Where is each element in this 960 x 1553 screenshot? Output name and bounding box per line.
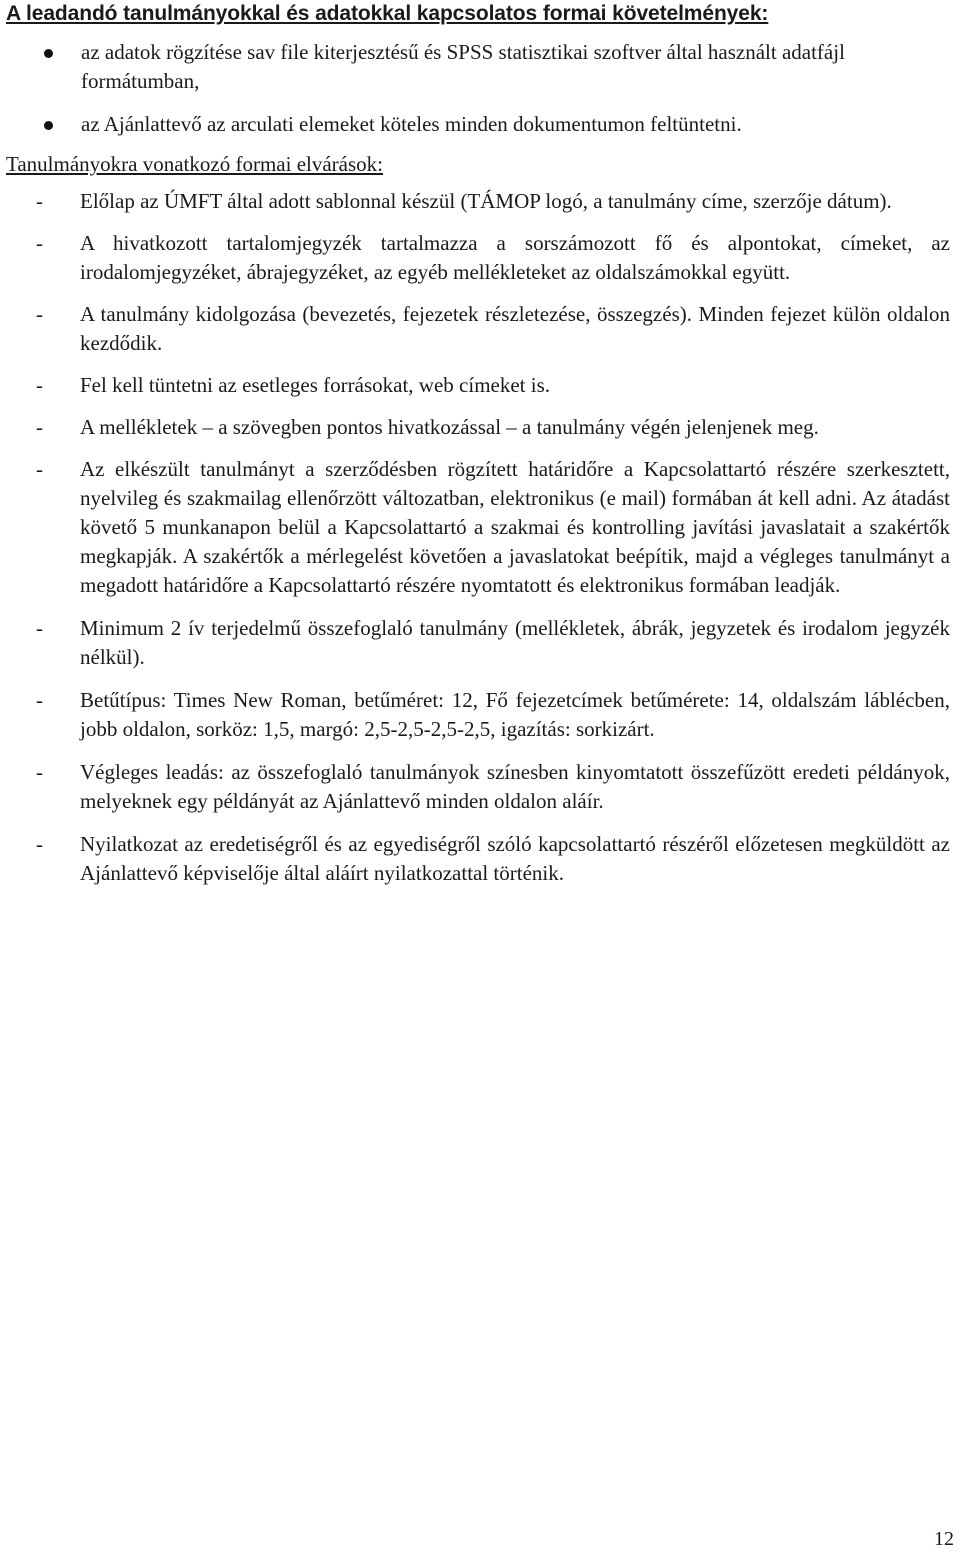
bullet-item [6,38,954,96]
dash-marker-icon: - [36,760,43,784]
list-item [6,830,954,888]
subsection-heading-text: Tanulmányokra vonatkozó formai elvárások [6,152,378,176]
dash-marker-icon: - [36,688,43,712]
dash-marker-icon: - [36,302,43,326]
bullet-text: az adatok rögzítése sav file kiterjesztésű és SPSS statisztikai szoftver által használt adatfájl formátumban, [81,40,845,93]
list-item [6,413,954,442]
dash-marker-icon: - [36,832,43,856]
list-item [6,187,954,216]
dash-marker-icon: - [36,457,43,481]
section-heading: A leadandó tanulmányokkal és adatokkal kapcsolatos formai követelmények: [6,2,769,25]
list-item [6,455,954,600]
list-item-text: Betűtípus: Times New Roman, betűméret: 12, Fő fejezetcímek betűmérete: 14, oldalszám láblécben, jobb oldalon, sorköz: 1,5, margó: 2,5-2,5-2,5-2,5, igazítás: sorkizárt. [80,688,950,741]
bullet-dot-icon [44,49,53,58]
list-item-text: Előlap az ÚMFT által adott sablonnal készül (TÁMOP logó, a tanulmány címe, szerzője dátum). [80,189,892,213]
list-item-text: A hivatkozott tartalomjegyzék tartalmazza a sorszámozott fő és alpontokat, címeket, az irodalomjegyzéket, ábrajegyzéket, az egyéb mellékleteket az oldalszámokkal együtt. [80,231,950,284]
requirements-bullet-list [6,38,954,139]
list-item-text: Végleges leadás: az összefoglaló tanulmányok színesben kinyomtatott összefűzött eredeti példányok, melyeknek egy példányát az Ajánlattevő minden oldalon aláír. [80,760,950,813]
list-item [6,371,954,400]
list-item-text: Fel kell tüntetni az esetleges forrásokat, web címeket is. [80,373,551,397]
page-number: 12 [934,1528,954,1550]
bullet-dot-icon [44,121,53,130]
list-item-text: Az elkészült tanulmányt a szerződésben rögzített határidőre a Kapcsolattartó részére szerkesztett, nyelvileg és szakmailag ellenőrzött változatban, elektronikus (e mail) formában át kell adni. Az átadást követő 5 munkanapon belül a Kapcsolattartó a szakmai és kontrolling javítási javaslatait a szakértők megkapják. A szakértők a mérlegelést követően a javaslatokat beépítik, majd a végleges tanulmányt a megadott határidőre a Kapcsolattartó részére nyomtatott és elektronikus formában leadják. [80,457,950,597]
dash-marker-icon: - [36,231,43,255]
list-item-text: Nyilatkozat az eredetiségről és az egyediségről szóló kapcsolattartó részéről előzetesen megküldött az Ajánlattevő képviselője által aláírt nyilatkozattal történik. [80,832,950,885]
list-item-text: A tanulmány kidolgozása (bevezetés, fejezetek részletezése, összegzés). Minden fejezet külön oldalon kezdődik. [80,302,950,355]
list-item [6,758,954,816]
list-item-text: Minimum 2 ív terjedelmű összefoglaló tanulmány (mellékletek, ábrák, jegyzetek és irodalom jegyzék nélkül). [80,616,950,669]
list-item [6,686,954,744]
subsection-heading-colon: : [377,152,383,176]
subsection-heading [6,151,954,177]
dash-marker-icon: - [36,415,43,439]
list-item [6,229,954,287]
dash-marker-icon: - [36,373,43,397]
list-item-text: A mellékletek – a szövegben pontos hivatkozással – a tanulmány végén jelenjenek meg. [80,415,819,439]
bullet-text: az Ajánlattevő az arculati elemeket köteles minden dokumentumon feltüntetni. [81,112,742,136]
bullet-item [6,110,954,139]
list-item [6,300,954,358]
list-item [6,614,954,672]
formal-requirements-list [6,187,954,888]
dash-marker-icon: - [36,189,43,213]
dash-marker-icon: - [36,616,43,640]
